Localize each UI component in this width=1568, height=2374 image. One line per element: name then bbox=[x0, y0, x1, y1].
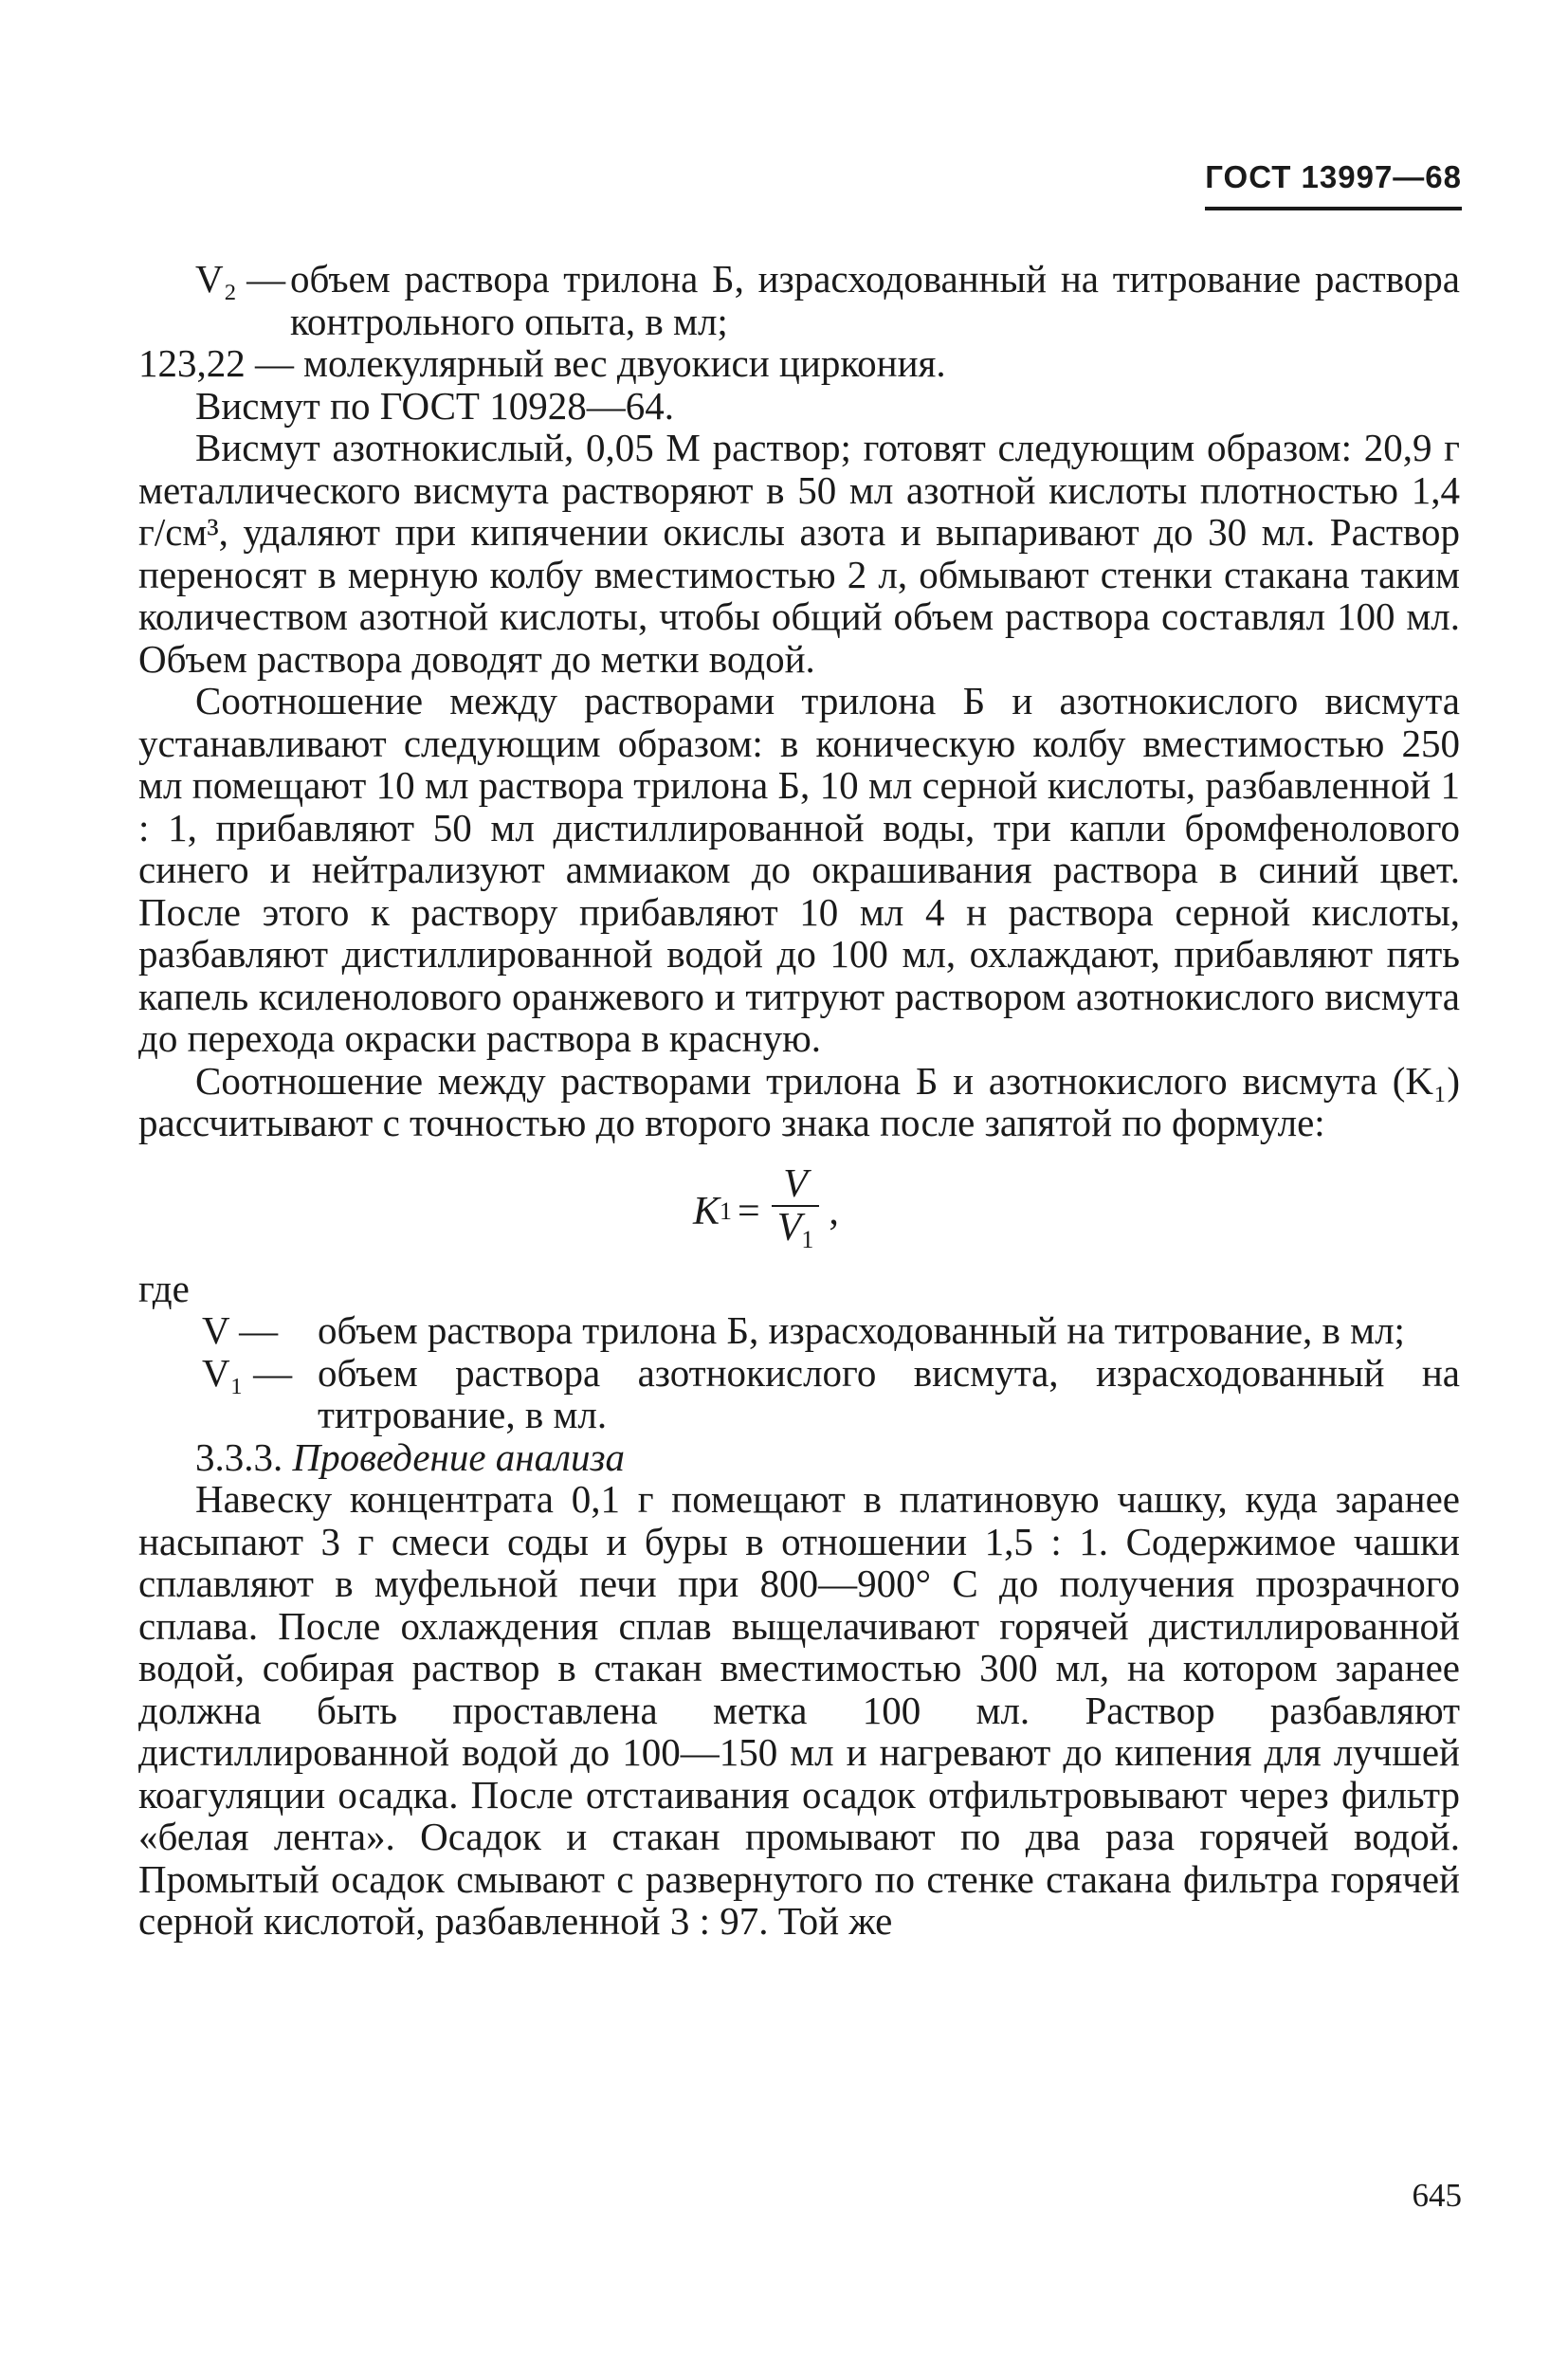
paragraph-ratio-method: Соотношение между растворами трилона Б и азотнокислого висмута устанавливают следующим образом: в коническую колбу вместимостью 250 мл помещают 10 мл раствора трилона Б, 10 мл серной кислоты, разбавленной 1 : 1, прибавляют 50 мл дистиллированной воды, три капли бромфенолового синего и нейтрализуют аммиаком до окрашивания раствора в синий цвет. После этого к раствору прибавляют 10 мл 4 н раствора серной кислоты, разбавляют дистиллированной водой до 100 мл, охлаждают, прибавляют пять капель ксиленолового оранжевого и титруют раствором азотнокислого висмута до перехода окраски раствора в красную. bbox=[138, 679, 1460, 1060]
section-number: 3.3.3. bbox=[195, 1434, 283, 1479]
definition-term: V₂ — bbox=[195, 257, 286, 301]
section-title: Проведение анализа bbox=[292, 1434, 626, 1479]
definition-body: объем раствора трилона Б, израсходованный на титрование раствора контрольного опыта, в мл; bbox=[290, 257, 1460, 343]
paragraph-analysis: Навеску концентрата 0,1 г помещают в платиновую чашку, куда заранее насыпают 3 г смеси соды и буры в отношении 1,5 : 1. Содержимое чашки сплавляют в муфельной печи при 800—900° С до получения прозрачного сплава. После охлаждения сплав выщелачивают горячей дистиллированной водой, собирая раствор в стакан вместимостью 300 мл, на котором заранее должна быть проставлена метка 100 мл. Раствор разбавляют дистиллированной водой до 100—150 мл и нагревают до кипения для лучшей коагуляции осадка. После отстаивания осадок отфильтровывают через фильтр «белая лента». Осадок и стакан промывают по два раза горячей водой. Промытый осадок смывают с развернутого по стенке стакана фильтра горячей серной кислотой, разбавленной 3 : 97. Той же bbox=[138, 1477, 1460, 1943]
formula-fraction bbox=[772, 1163, 820, 1261]
formula-lhs-subscript: 1 bbox=[720, 1196, 733, 1225]
formula-numerator: V bbox=[783, 1161, 808, 1206]
paragraph-bismuth-nitrate: Висмут азотнокислый, 0,05 М раствор; готовят следующим образом: 20,9 г металлического висмута растворяют в 50 мл азотной кислоты плотностью 1,4 г/см³, удаляют при кипячении окислы азота и выпаривают до 30 мл. Раствор переносят в мерную колбу вместимостью 2 л, обмывают стенки стакана таким количеством азотной кислоты, чтобы общий объем раствора составлял 100 мл. Объем раствора доводят до метки водой. bbox=[138, 426, 1460, 681]
formula-k1 bbox=[138, 1144, 1460, 1268]
definition-term: 123,22 — bbox=[138, 341, 294, 385]
section-heading bbox=[138, 1436, 1460, 1479]
definition-body: молекулярный вес двуокиси циркония. bbox=[303, 341, 946, 385]
definition-v bbox=[138, 1309, 1460, 1352]
formula-denominator: V bbox=[776, 1205, 802, 1250]
page-number: 645 bbox=[1412, 2177, 1462, 2214]
definition-molecular-weight bbox=[138, 342, 1460, 385]
formula-equals: = bbox=[738, 1189, 760, 1233]
definition-v1 bbox=[138, 1352, 1460, 1436]
definition-body: объем раствора трилона Б, израсходованный на титрование, в мл; bbox=[318, 1308, 1405, 1352]
formula-lhs: K bbox=[693, 1189, 720, 1233]
where-label: где bbox=[138, 1266, 190, 1310]
definition-term: V₁ — bbox=[202, 1350, 293, 1395]
page-header bbox=[1205, 159, 1462, 210]
definition-v2 bbox=[138, 258, 1460, 342]
definition-body: объем раствора азотнокислого висмута, израсходованный на титрование, в мл. bbox=[318, 1350, 1460, 1436]
paragraph-bismuth-gost: Висмут по ГОСТ 10928—64. bbox=[195, 383, 674, 428]
standard-number: ГОСТ 13997—68 bbox=[1205, 159, 1462, 210]
page-content bbox=[138, 258, 1460, 1943]
formula-denominator-subscript: 1 bbox=[801, 1225, 814, 1253]
formula-trail: , bbox=[829, 1189, 839, 1233]
definition-term: V — bbox=[202, 1308, 279, 1352]
paragraph-ratio-formula: Соотношение между растворами трилона Б и азотнокислого висмута (K₁) рассчитывают с точностью до второго знака после запятой по формуле: bbox=[138, 1058, 1460, 1144]
